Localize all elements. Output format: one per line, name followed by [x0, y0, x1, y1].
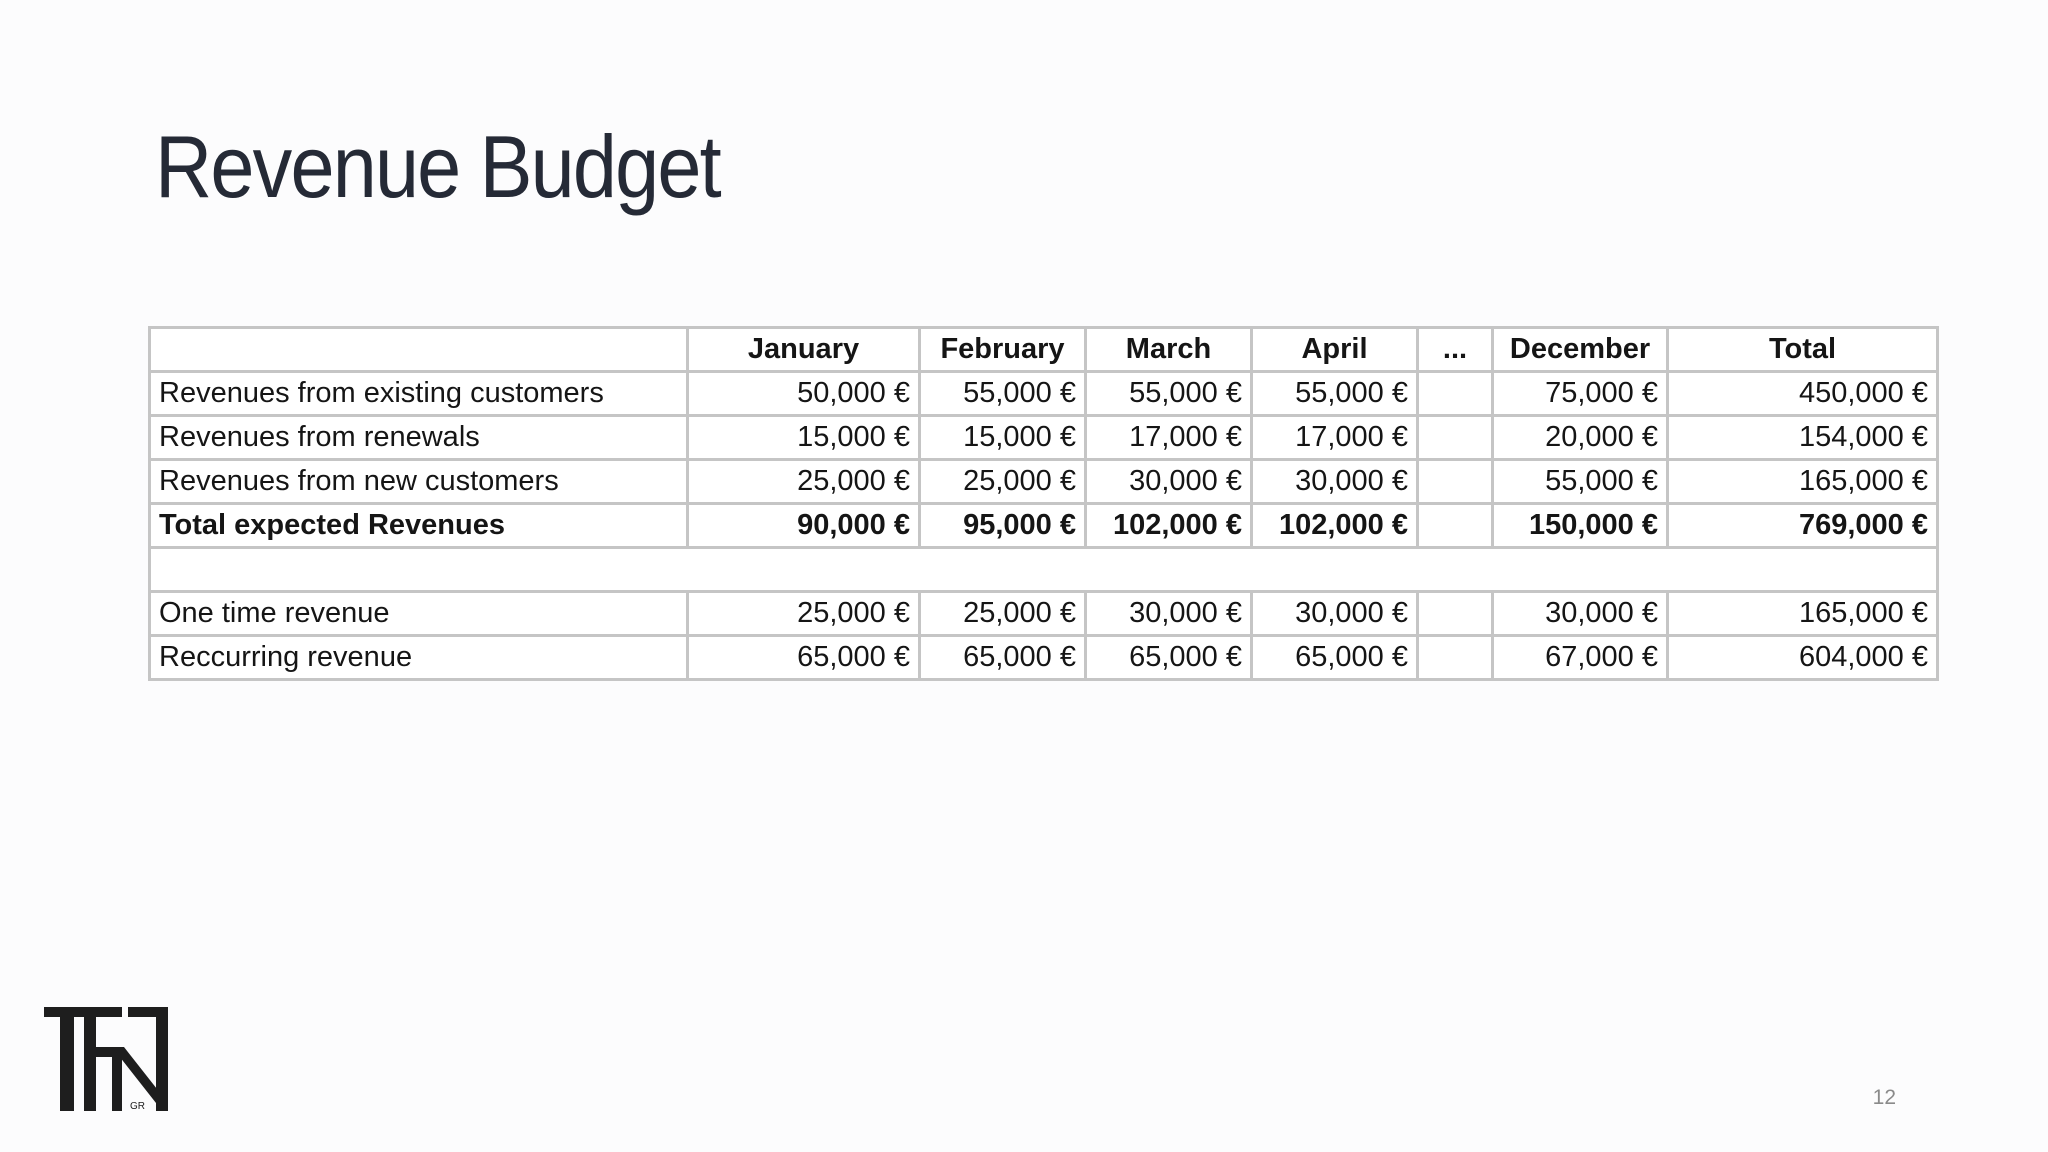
- cell-total: 450,000 €: [1668, 372, 1938, 416]
- cell-total: 165,000 €: [1668, 460, 1938, 504]
- row-label: Reccurring revenue: [150, 636, 688, 680]
- cell-december: 20,000 €: [1493, 416, 1668, 460]
- cell-april: 65,000 €: [1252, 636, 1418, 680]
- table-spacer-row: [150, 548, 1938, 592]
- tfn-logo: [44, 1007, 168, 1111]
- header-march: March: [1086, 328, 1252, 372]
- cell-ellipsis: [1418, 372, 1493, 416]
- header-january: January: [688, 328, 920, 372]
- cell-march: 30,000 €: [1086, 460, 1252, 504]
- header-ellipsis: ...: [1418, 328, 1493, 372]
- revenue-budget-table: [148, 326, 1939, 681]
- cell-december: 55,000 €: [1493, 460, 1668, 504]
- table-row-existing-customers: [150, 372, 1938, 416]
- cell-april: 30,000 €: [1252, 592, 1418, 636]
- table-row-total-expected: [150, 504, 1938, 548]
- table-row-recurring: [150, 636, 1938, 680]
- cell-december: 150,000 €: [1493, 504, 1668, 548]
- cell-ellipsis: [1418, 504, 1493, 548]
- cell-february: 65,000 €: [920, 636, 1086, 680]
- cell-total: 154,000 €: [1668, 416, 1938, 460]
- cell-march: 65,000 €: [1086, 636, 1252, 680]
- row-label: Revenues from existing customers: [150, 372, 688, 416]
- header-april: April: [1252, 328, 1418, 372]
- svg-text:GR: GR: [130, 1101, 145, 1111]
- header-label-cell: [150, 328, 688, 372]
- row-label: Revenues from renewals: [150, 416, 688, 460]
- row-label: Total expected Revenues: [150, 504, 688, 548]
- row-label: One time revenue: [150, 592, 688, 636]
- cell-april: 17,000 €: [1252, 416, 1418, 460]
- cell-february: 25,000 €: [920, 592, 1086, 636]
- cell-ellipsis: [1418, 460, 1493, 504]
- cell-april: 30,000 €: [1252, 460, 1418, 504]
- cell-december: 75,000 €: [1493, 372, 1668, 416]
- cell-ellipsis: [1418, 592, 1493, 636]
- header-december: December: [1493, 328, 1668, 372]
- tfn-logo-mark-icon: [44, 1007, 168, 1111]
- cell-february: 15,000 €: [920, 416, 1086, 460]
- cell-january: 50,000 €: [688, 372, 920, 416]
- cell-ellipsis: [1418, 636, 1493, 680]
- cell-january: 25,000 €: [688, 460, 920, 504]
- table-row-one-time: [150, 592, 1938, 636]
- table-row-renewals: [150, 416, 1938, 460]
- cell-total: 604,000 €: [1668, 636, 1938, 680]
- cell-april: 102,000 €: [1252, 504, 1418, 548]
- cell-march: 17,000 €: [1086, 416, 1252, 460]
- header-total: Total: [1668, 328, 1938, 372]
- page-number: 12: [1872, 1086, 1896, 1109]
- cell-january: 90,000 €: [688, 504, 920, 548]
- cell-april: 55,000 €: [1252, 372, 1418, 416]
- cell-february: 25,000 €: [920, 460, 1086, 504]
- spacer-cell: [150, 548, 1938, 592]
- cell-january: 15,000 €: [688, 416, 920, 460]
- cell-december: 30,000 €: [1493, 592, 1668, 636]
- cell-march: 102,000 €: [1086, 504, 1252, 548]
- cell-ellipsis: [1418, 416, 1493, 460]
- cell-total: 769,000 €: [1668, 504, 1938, 548]
- header-february: February: [920, 328, 1086, 372]
- cell-march: 55,000 €: [1086, 372, 1252, 416]
- cell-december: 67,000 €: [1493, 636, 1668, 680]
- table-header-row: [150, 328, 1938, 372]
- cell-february: 55,000 €: [920, 372, 1086, 416]
- slide-title: Revenue Budget: [155, 117, 720, 216]
- cell-total: 165,000 €: [1668, 592, 1938, 636]
- row-label: Revenues from new customers: [150, 460, 688, 504]
- table-row-new-customers: [150, 460, 1938, 504]
- cell-february: 95,000 €: [920, 504, 1086, 548]
- cell-january: 65,000 €: [688, 636, 920, 680]
- cell-march: 30,000 €: [1086, 592, 1252, 636]
- cell-january: 25,000 €: [688, 592, 920, 636]
